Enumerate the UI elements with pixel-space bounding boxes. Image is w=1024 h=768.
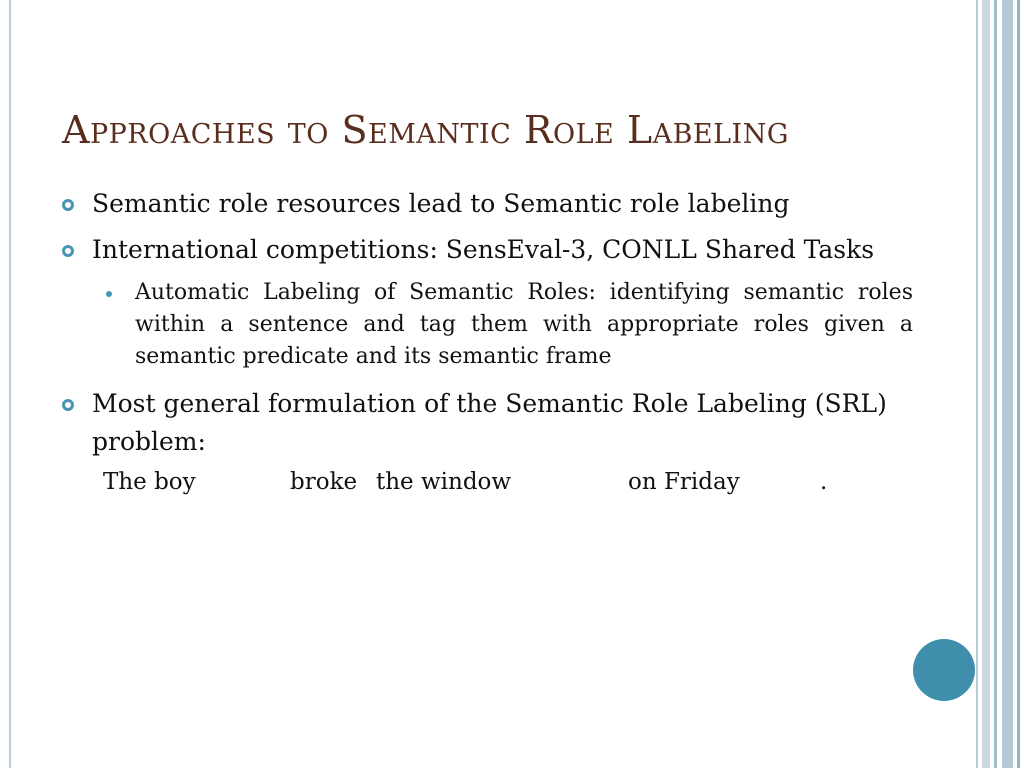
bullet-item [62,385,922,461]
slide-title: Approaches to Semantic Role Labeling [62,108,789,152]
example-agent: The boy [103,469,196,495]
bullet-text: Most general formulation of the Semantic Role Labeling (SRL) problem: [92,389,887,456]
left-border-line [9,0,11,768]
example-period: . [820,469,828,495]
example-time: on Friday [628,469,740,495]
sub-bullet-dot-icon [106,291,112,297]
right-decorative-stripes [976,0,1024,768]
example-theme: the window [376,469,512,495]
bullet-item [62,231,922,269]
bullet-text: Semantic role resources lead to Semantic role labeling [92,189,790,218]
sub-bullet-item [133,277,913,373]
bullet-ring-icon [62,245,74,257]
slide-content [62,185,922,503]
example-sentence [62,469,922,503]
example-verb: broke [290,469,358,495]
sub-bullet-text: Automatic Labeling of Semantic Roles: identifying semantic roles within a sentence and tag them with appropriate roles given a semantic predicate and its semantic frame [135,280,913,369]
bullet-item [62,185,922,223]
bullet-ring-icon [62,399,74,411]
decorative-circle [913,639,975,701]
bullet-ring-icon [62,199,74,211]
bullet-text: International competitions: SensEval-3, CONLL Shared Tasks [92,235,875,264]
